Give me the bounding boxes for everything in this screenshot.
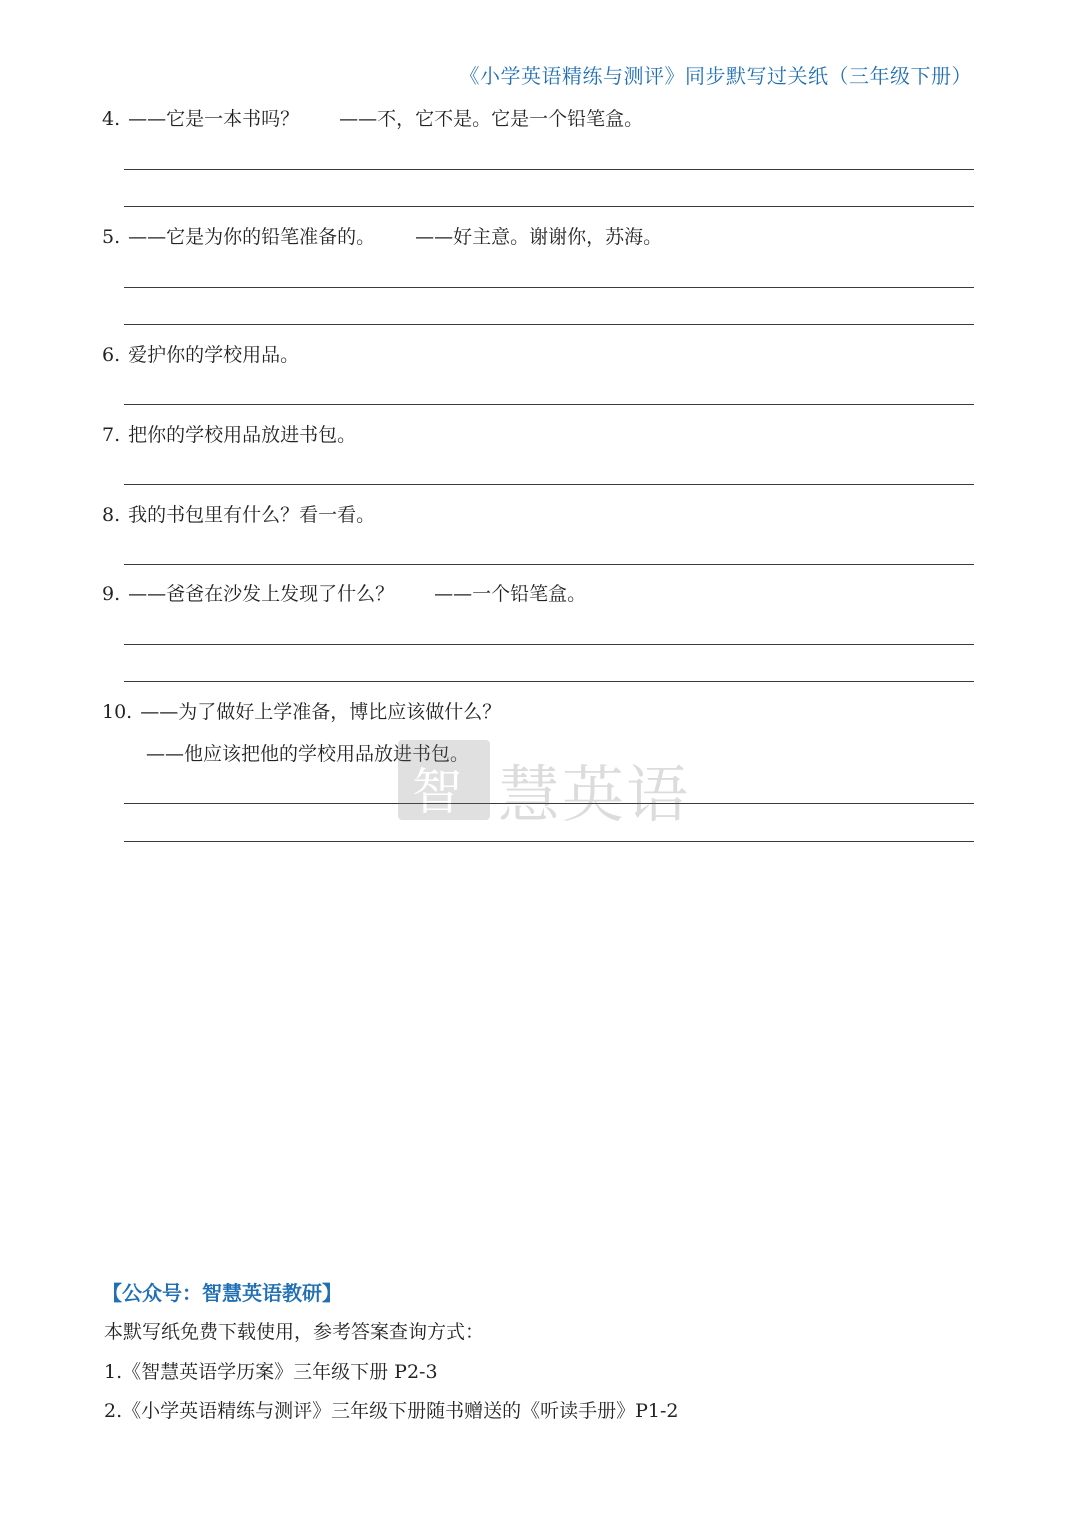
question-number: 9. — [102, 583, 121, 605]
page-header: 《小学英语精练与测评》同步默写过关纸（三年级下册） — [459, 64, 972, 88]
footer-intro: 本默写纸免费下载使用，参考答案查询方式： — [104, 1321, 485, 1343]
answer-line[interactable] — [124, 206, 974, 207]
question-number: 5. — [102, 226, 121, 248]
answer-line[interactable] — [124, 803, 974, 804]
answer-line[interactable] — [124, 324, 974, 325]
question-9 — [102, 579, 586, 606]
answer-line[interactable] — [124, 564, 974, 565]
question-7 — [102, 420, 356, 447]
watermark-box-char: 智 — [412, 763, 462, 821]
question-number: 4. — [102, 108, 121, 130]
watermark-text: 慧英语 — [498, 758, 691, 831]
question-prompt: 爱护你的学校用品。 — [128, 344, 300, 366]
question-reply: ——他应该把他的学校用品放进书包。 — [146, 743, 470, 765]
answer-line[interactable] — [124, 169, 974, 170]
answer-line[interactable] — [124, 484, 974, 485]
question-reply: ——一个铅笔盒。 — [434, 583, 587, 605]
question-number: 7. — [102, 424, 121, 446]
answer-line[interactable] — [124, 404, 974, 405]
question-reply: ——好主意。谢谢你，苏海。 — [415, 226, 663, 248]
question-number: 8. — [102, 504, 121, 526]
question-reply: ——不，它不是。它是一个铅笔盒。 — [339, 108, 644, 130]
question-8 — [102, 500, 375, 527]
answer-line[interactable] — [124, 681, 974, 682]
question-prompt: 把你的学校用品放进书包。 — [128, 424, 357, 446]
question-6 — [102, 340, 299, 367]
question-prompt: 我的书包里有什么？看一看。 — [128, 504, 376, 526]
question-prompt: ——它是为你的铅笔准备的。 — [128, 226, 376, 248]
footer-item: 1.《智慧英语学历案》三年级下册 P2-3 — [104, 1361, 438, 1383]
question-10 — [102, 697, 501, 724]
answer-line[interactable] — [124, 841, 974, 842]
answer-line[interactable] — [124, 644, 974, 645]
question-5 — [102, 222, 662, 249]
question-prompt: ——爸爸在沙发上发现了什么？ — [128, 583, 395, 605]
footer-item: 2.《小学英语精练与测评》三年级下册随书赠送的《听读手册》P1-2 — [104, 1400, 679, 1422]
question-prompt: ——它是一本书吗？ — [128, 108, 300, 130]
footer-title: 【公众号：智慧英语教研】 — [102, 1281, 342, 1305]
question-4 — [102, 104, 643, 131]
answer-line[interactable] — [124, 287, 974, 288]
question-prompt: ——为了做好上学准备，博比应该做什么？ — [140, 701, 502, 723]
question-number: 10. — [102, 701, 133, 723]
question-number: 6. — [102, 344, 121, 366]
